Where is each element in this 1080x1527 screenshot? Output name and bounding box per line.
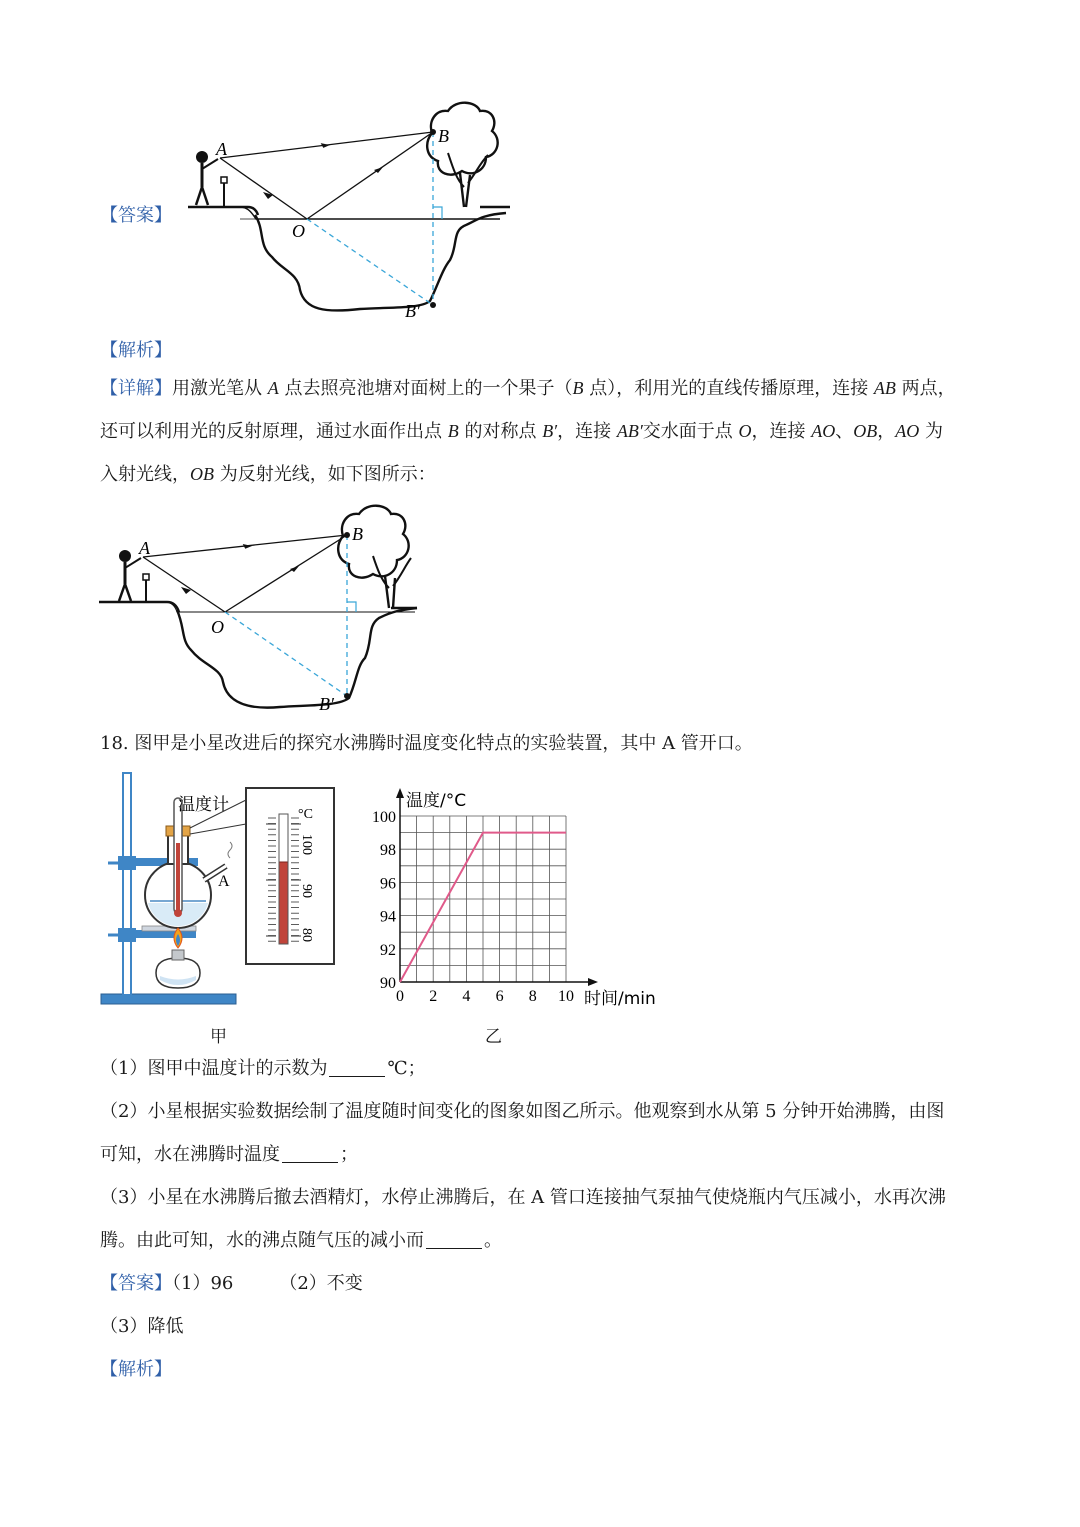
chart-tick-labels [372, 809, 574, 1005]
thermometer-label: 温度计 [178, 795, 229, 815]
x-tick-label: 10 [558, 988, 574, 1005]
label-b: B [352, 524, 363, 544]
label-a: A [139, 538, 150, 558]
label-o: O [292, 221, 305, 241]
chart-ylabel: 温度/°C [406, 791, 467, 811]
label-b: B [438, 126, 449, 146]
sub-questions: （1）图甲中温度计的示数为 ℃； （2）小星根据实验数据绘制了温度随时间变化的图象如图乙所示。他观察到水从第 5 分钟开始沸腾，由图 可知，水在沸腾时温度 ； （3）小星在水沸腾后撤去酒精灯，水停止沸腾后，在 A 管口连接抽气泵抽气使烧瓶内气压减小，水再次沸 腾。由此可知，水的沸点随气压的减小而 。 【答案】（1）96 （2）不变 （3）降低 【解析】 [100, 1047, 990, 1391]
sub-question-1: （1）图甲中温度计的示数为 ℃； [100, 1058, 426, 1079]
sub-question-3: （3）小星在水沸腾后撤去酒精灯，水停止沸腾后，在 A 管口连接抽气泵抽气使烧瓶内气压减小，水再次沸 [100, 1187, 946, 1208]
answer-blank-3[interactable] [426, 1230, 482, 1249]
scale-label-100: 100 [299, 834, 314, 855]
analysis-tag: 【解析】 [100, 340, 172, 361]
answer-tag: 【答案】 [100, 205, 172, 226]
y-axis-arrow [396, 788, 404, 798]
tree-icon [427, 103, 510, 207]
answer-tag-2: 【答案】 [100, 1273, 172, 1294]
x-tick-label: 6 [495, 988, 504, 1005]
chart-axes [396, 788, 598, 986]
x-tick-label: 8 [528, 988, 537, 1005]
reflection-diagram-1 [180, 95, 530, 327]
x-axis-arrow [588, 978, 598, 986]
y-tick-label: 100 [372, 809, 396, 826]
y-tick-label: 96 [380, 875, 396, 893]
caption-jia: 甲 [210, 1027, 227, 1047]
x-tick-label: 2 [429, 988, 438, 1005]
chart-xlabel: 时间/min [584, 989, 656, 1009]
question-18-text: 18. 图甲是小星改进后的探究水沸腾时温度变化特点的实验装置，其中 A 管开口。 [100, 733, 753, 754]
y-tick-label: 90 [380, 975, 396, 992]
reflection-diagram-2 [95, 500, 440, 720]
answer-blank-1[interactable] [329, 1058, 385, 1077]
scale-label-80: 80 [299, 928, 314, 942]
scale-label-90: 90 [299, 884, 314, 898]
label-b-prime: B′ [319, 694, 334, 714]
sub-question-2: （2）小星根据实验数据绘制了温度随时间变化的图象如图乙所示。他观察到水从第 5 分钟开始沸腾，由图 [100, 1101, 945, 1122]
answer-line-2: （3）降低 [100, 1316, 184, 1337]
analysis-tag-2: 【解析】 [100, 1359, 172, 1380]
answer-line-1: 【答案】（1）96 （2）不变 [100, 1273, 363, 1294]
label-a: A [216, 139, 227, 159]
chart-grid [400, 816, 566, 982]
detail-tag: 【详解】 [100, 378, 172, 399]
answer-blank-2[interactable] [282, 1144, 338, 1163]
y-tick-label: 98 [380, 842, 396, 860]
detail-paragraph: 【详解】用激光笔从 A 点去照亮池塘对面树上的一个果子（B 点），利用光的直线传播原理，连接 AB 两点， 还可以利用光的反射原理，通过水面作出点 B 的对称点 B′，连接 AB′交水面于点 O，连接 AO、OB，AO 为 入射光线，OB 为反射光线，如下图所示： [100, 378, 956, 485]
unit-label: °C [298, 807, 313, 822]
x-tick-label: 0 [396, 988, 404, 1005]
tube-label: A [218, 873, 230, 890]
x-tick-label: 4 [462, 988, 471, 1005]
temperature-chart [360, 780, 670, 1020]
apparatus-figure [98, 768, 348, 1018]
y-tick-label: 92 [380, 941, 396, 959]
y-tick-label: 94 [380, 908, 396, 926]
caption-yi: 乙 [485, 1027, 502, 1047]
tree-icon [338, 506, 417, 608]
label-o: O [211, 617, 224, 637]
label-b-prime: B′ [405, 301, 420, 321]
